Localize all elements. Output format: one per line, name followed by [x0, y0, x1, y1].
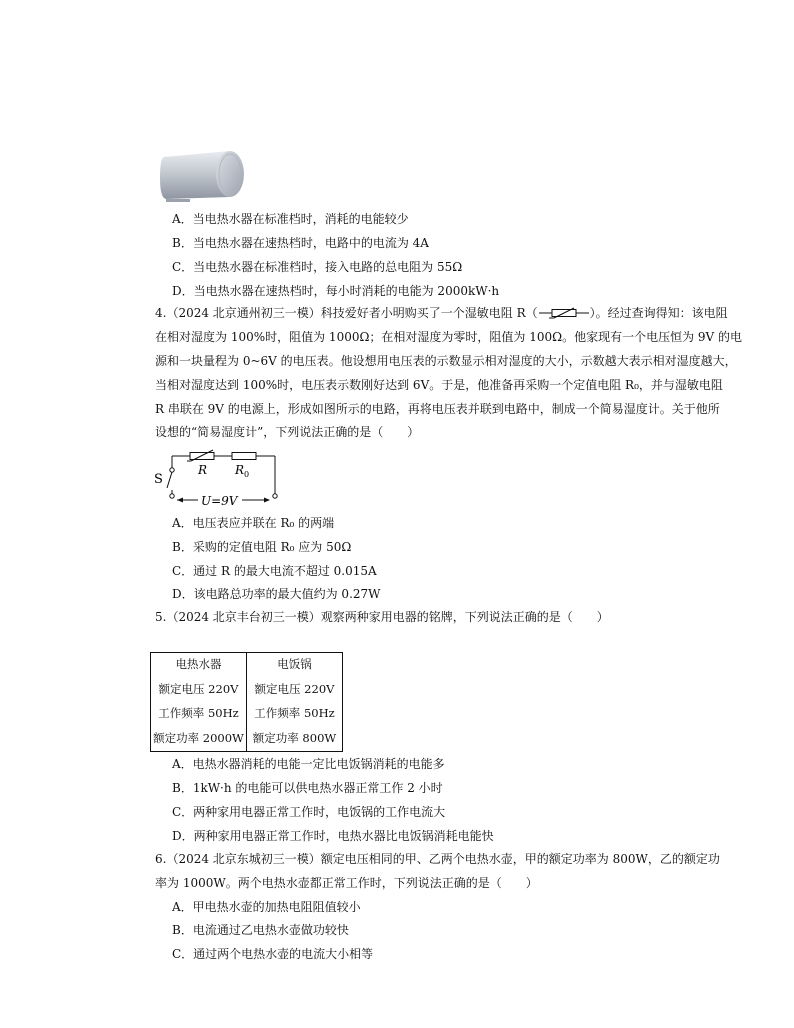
q4-option-a: A．电压表应并联在 R₀ 的两端: [172, 516, 335, 530]
q4-option-d: D．该电路总功率的最大值约为 0.27W: [172, 587, 381, 601]
q4-stem-line-2: 在相对湿度为 100%时，阻值为 1000Ω；在相对湿度为零时，阻值为 100Ω。他家现有一个电压恒为 9V 的电: [155, 330, 743, 344]
nameplate-cell: 电饭锅: [277, 657, 312, 671]
q5-option-a: A．电热水器消耗的电能一定比电饭锅消耗的电能多: [172, 757, 445, 771]
q4-stem-text-1a: 4.（2024 北京通州初三一模）科技爱好者小明购买了一个湿敏电阻 R（: [155, 306, 538, 320]
nameplate-cell: 额定电压 220V: [158, 681, 239, 696]
q6-option-b: B．电流通过乙电热水壶做功较快: [172, 923, 349, 937]
q5-option-d: D．两种家用电器正常工作时，电热水器比电饭锅消耗电能快: [172, 829, 494, 843]
rice-cooker-nameplate: [247, 653, 343, 752]
r0-label-sub: 0: [244, 470, 250, 479]
nameplate-cell: 工作频率 50Hz: [158, 706, 239, 721]
nameplate-cell: 额定电压 220V: [254, 681, 335, 696]
r0-label-main: R: [235, 463, 245, 477]
nameplate-cell: 额定功率 800W: [252, 730, 337, 745]
switch-blade: [167, 472, 172, 488]
water-heater-nameplate: [151, 653, 247, 752]
q4-stem-line-4: 当相对湿度达到 100%时，电压表示数刚好达到 6V。于是，他准备再采购一个定值电阻 R₀，并与湿敏电阻: [155, 378, 723, 392]
nameplate-cell: 工作频率 50Hz: [254, 706, 335, 721]
nameplate-cell: 额定功率 2000W: [153, 730, 244, 745]
q4-stem-line-3: 源和一块量程为 0~6V 的电压表。他设想用电压表的示数显示相对湿度的大小，示数越大表示相对湿度越大，: [155, 354, 737, 368]
q5-option-c: C．两种家用电器正常工作时，电饭锅的工作电流大: [172, 805, 446, 819]
nameplate-table: [150, 652, 343, 752]
q5-stem: 5.（2024 北京丰台初三一模）观察两种家用电器的铭牌，下列说法正确的是（ ）: [155, 610, 609, 624]
q3-option-c: C．当电热水器在标准档时，接入电路的总电阻为 55Ω: [172, 260, 463, 274]
q3-option-b: B．当电热水器在速热档时，电路中的电流为 4A: [172, 236, 429, 250]
q6-stem-line-2: 率为 1000W。两个电热水壶都正常工作时，下列说法正确的是（ ）: [155, 876, 538, 890]
q4-stem-line-1: [155, 305, 728, 321]
resistor-r-label: R: [198, 463, 208, 477]
q4-stem-line-5: R 串联在 9V 的电源上，形成如图所示的电路，再将电压表并联到电路中，制成一个简易湿度计。关于他所: [155, 402, 720, 416]
q6-option-a: A．甲电热水壶的加热电阻阻值较小: [172, 900, 361, 914]
q6-stem-line-1: 6.（2024 北京东城初三一模）额定电压相同的甲、乙两个电热水壶，甲的额定功率为 800W，乙的额定功: [155, 852, 720, 866]
water-heater-image: [152, 143, 252, 205]
q3-option-d: D．当电热水器在速热档时，每小时消耗的电能为 2000kW·h: [172, 284, 500, 298]
q5-option-b: B．1kW·h 的电能可以供电热水器正常工作 2 小时: [172, 781, 443, 795]
switch-label: S: [154, 472, 163, 487]
q4-stem-line-6: 设想的“简易湿度计”，下列说法正确的是（ ）: [155, 425, 420, 439]
q6-option-c: C．通过两个电热水壶的电流大小相等: [172, 947, 374, 961]
resistor-r0: [232, 453, 256, 460]
resistor-r0-label: [234, 463, 249, 479]
humidity-resistor-symbol-icon: [539, 307, 589, 319]
q3-option-a: A．当电热水器在标准档时，消耗的电能较少: [172, 212, 409, 226]
q4-stem-text-1b: ）。经过查询得知：该电阻: [589, 306, 728, 320]
circuit-diagram: [150, 448, 285, 510]
nameplate-cell: 电热水器: [175, 657, 222, 671]
q4-option-b: B．采购的定值电阻 R₀ 应为 50Ω: [172, 540, 352, 554]
terminal-right: [273, 494, 277, 498]
terminal-left: [170, 494, 174, 498]
voltage-label: U=9V: [201, 494, 238, 508]
q4-option-c: C．通过 R 的最大电流不超过 0.015A: [172, 564, 377, 578]
